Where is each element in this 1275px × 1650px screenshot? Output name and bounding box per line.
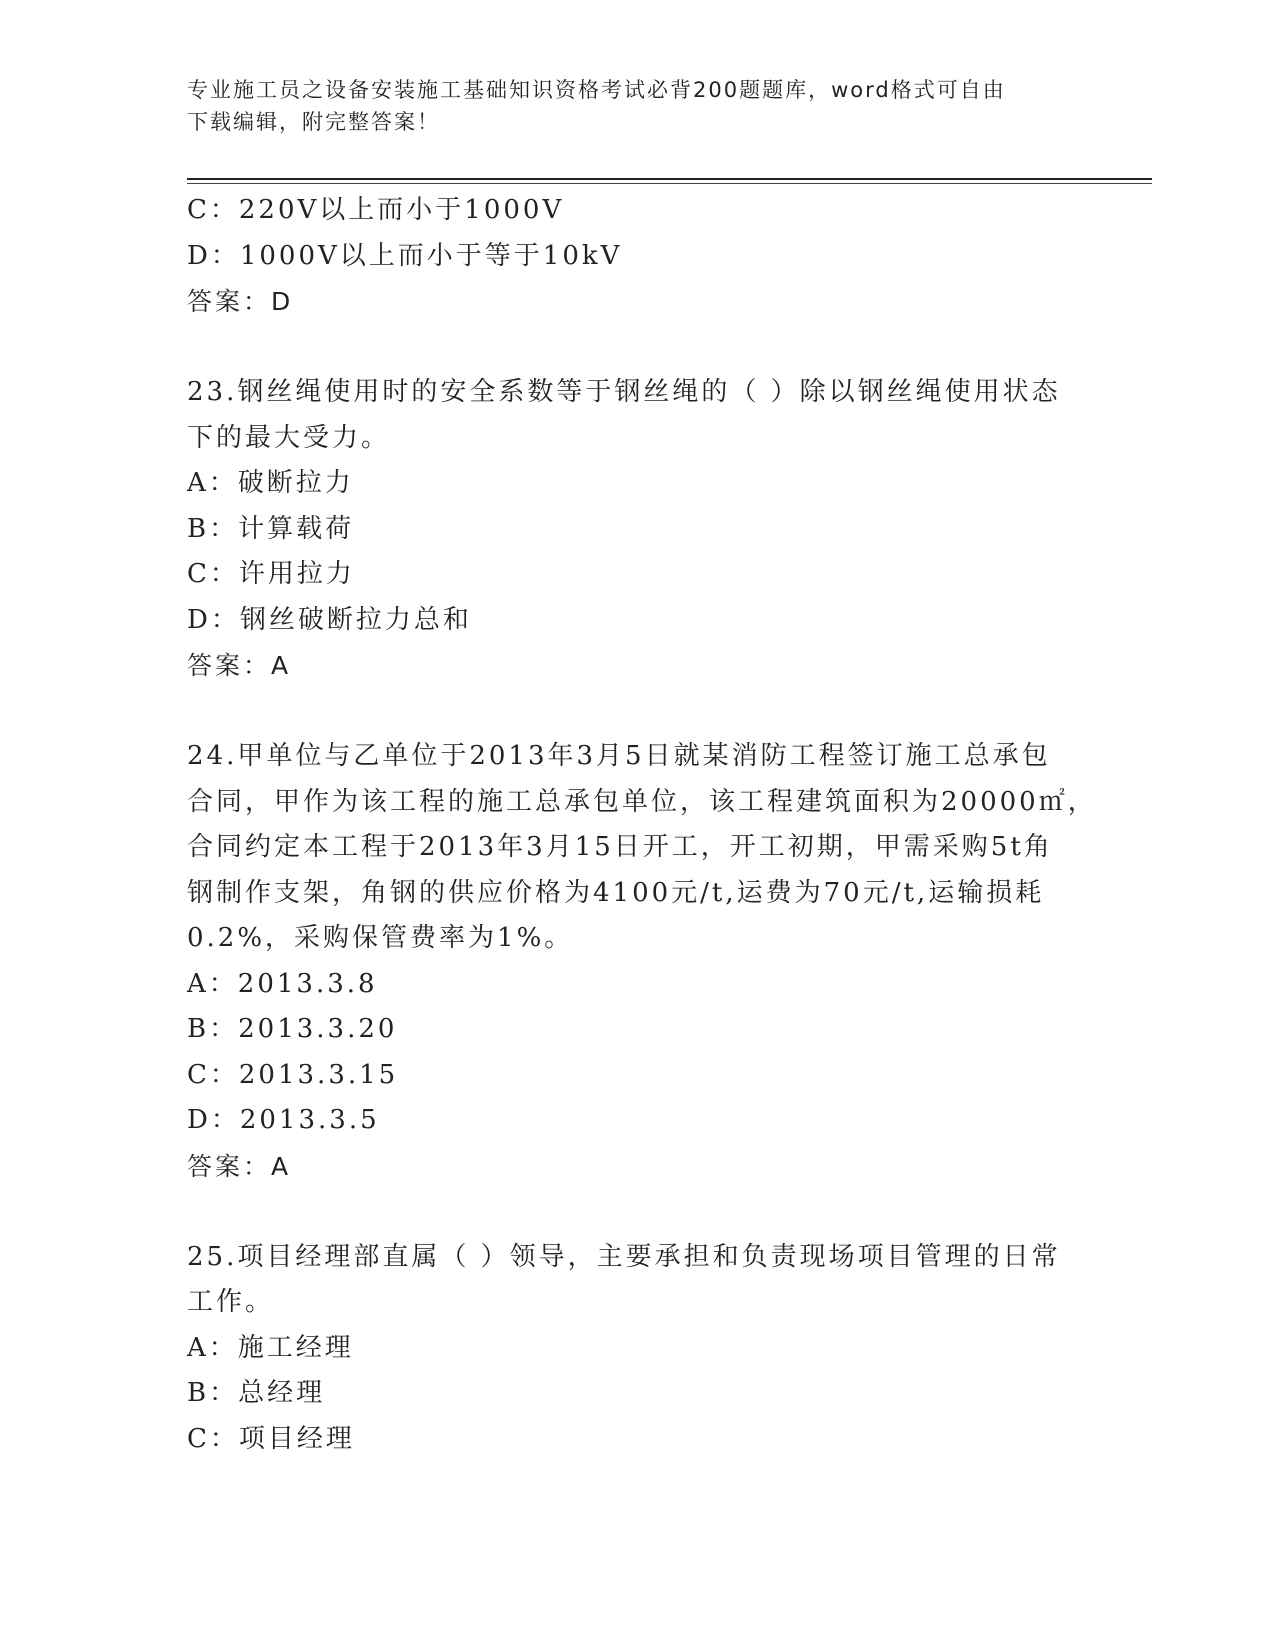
header-divider-thin [187, 183, 1152, 184]
spacer [187, 325, 1087, 371]
option-b: B：总经理 [187, 1378, 326, 1408]
option-c: C：项目经理 [187, 1423, 355, 1454]
question-24 [187, 734, 1097, 1189]
option-a: A：施工经理 [187, 1332, 354, 1363]
option-c: C：许用拉力 [187, 559, 355, 589]
option-b: B：计算载荷 [187, 513, 355, 544]
question-23 [187, 370, 1087, 689]
option-c: C：2013.3.15 [187, 1059, 399, 1090]
option-d: D：1000V以上而小于等于10kV [187, 240, 623, 271]
question-stem-line: 合同，甲作为该工程的施工总承包单位，该工程建筑面积为20000㎡， [187, 786, 1097, 817]
option-a: A：破断拉力 [187, 468, 354, 498]
option-a: A：2013.3.8 [187, 968, 378, 999]
answer: 答案：A [187, 651, 292, 680]
question-stem-line: 工作。 [187, 1287, 275, 1317]
option-c: C：220V以上而小于1000V [187, 195, 565, 225]
question-stem-line: 钢制作支架，角钢的供应价格为4100元/t,运费为70元/t,运输损耗 [187, 877, 1045, 908]
option-d: D：钢丝破断拉力总和 [187, 604, 472, 635]
question-stem-line: 下的最大受力。 [187, 422, 391, 453]
page-header [187, 74, 1067, 138]
question-25 [187, 1235, 1087, 1463]
question-stem-line: 24.甲单位与乙单位于2013年3月5日就某消防工程签订施工总承包 [187, 741, 1051, 771]
spacer [187, 689, 1087, 735]
header-divider-thick [187, 178, 1152, 180]
question-list [187, 188, 1097, 1462]
answer: 答案：A [187, 1151, 292, 1181]
question-stem-line: 25.项目经理部直属（ ）领导，主要承担和负责现场项目管理的日常 [187, 1241, 1061, 1272]
question-stem-line: 23.钢丝绳使用时的安全系数等于钢丝绳的（ ）除以钢丝绳使用状态 [187, 377, 1061, 407]
answer: 答案：D [187, 287, 294, 316]
question-22 [187, 188, 1087, 325]
spacer [187, 1189, 1087, 1235]
header-line-1: 专业施工员之设备安装施工基础知识资格考试必背200题题库，word格式可自由 [187, 78, 1006, 102]
option-d: D：2013.3.5 [187, 1105, 380, 1135]
question-stem-line: 0.2%，采购保管费率为1%。 [187, 923, 574, 953]
question-stem-line: 合同约定本工程于2013年3月15日开工，开工初期，甲需采购5t角 [187, 832, 1053, 862]
option-b: B：2013.3.20 [187, 1014, 398, 1044]
header-line-2: 下载编辑，附完整答案！ [187, 110, 440, 134]
